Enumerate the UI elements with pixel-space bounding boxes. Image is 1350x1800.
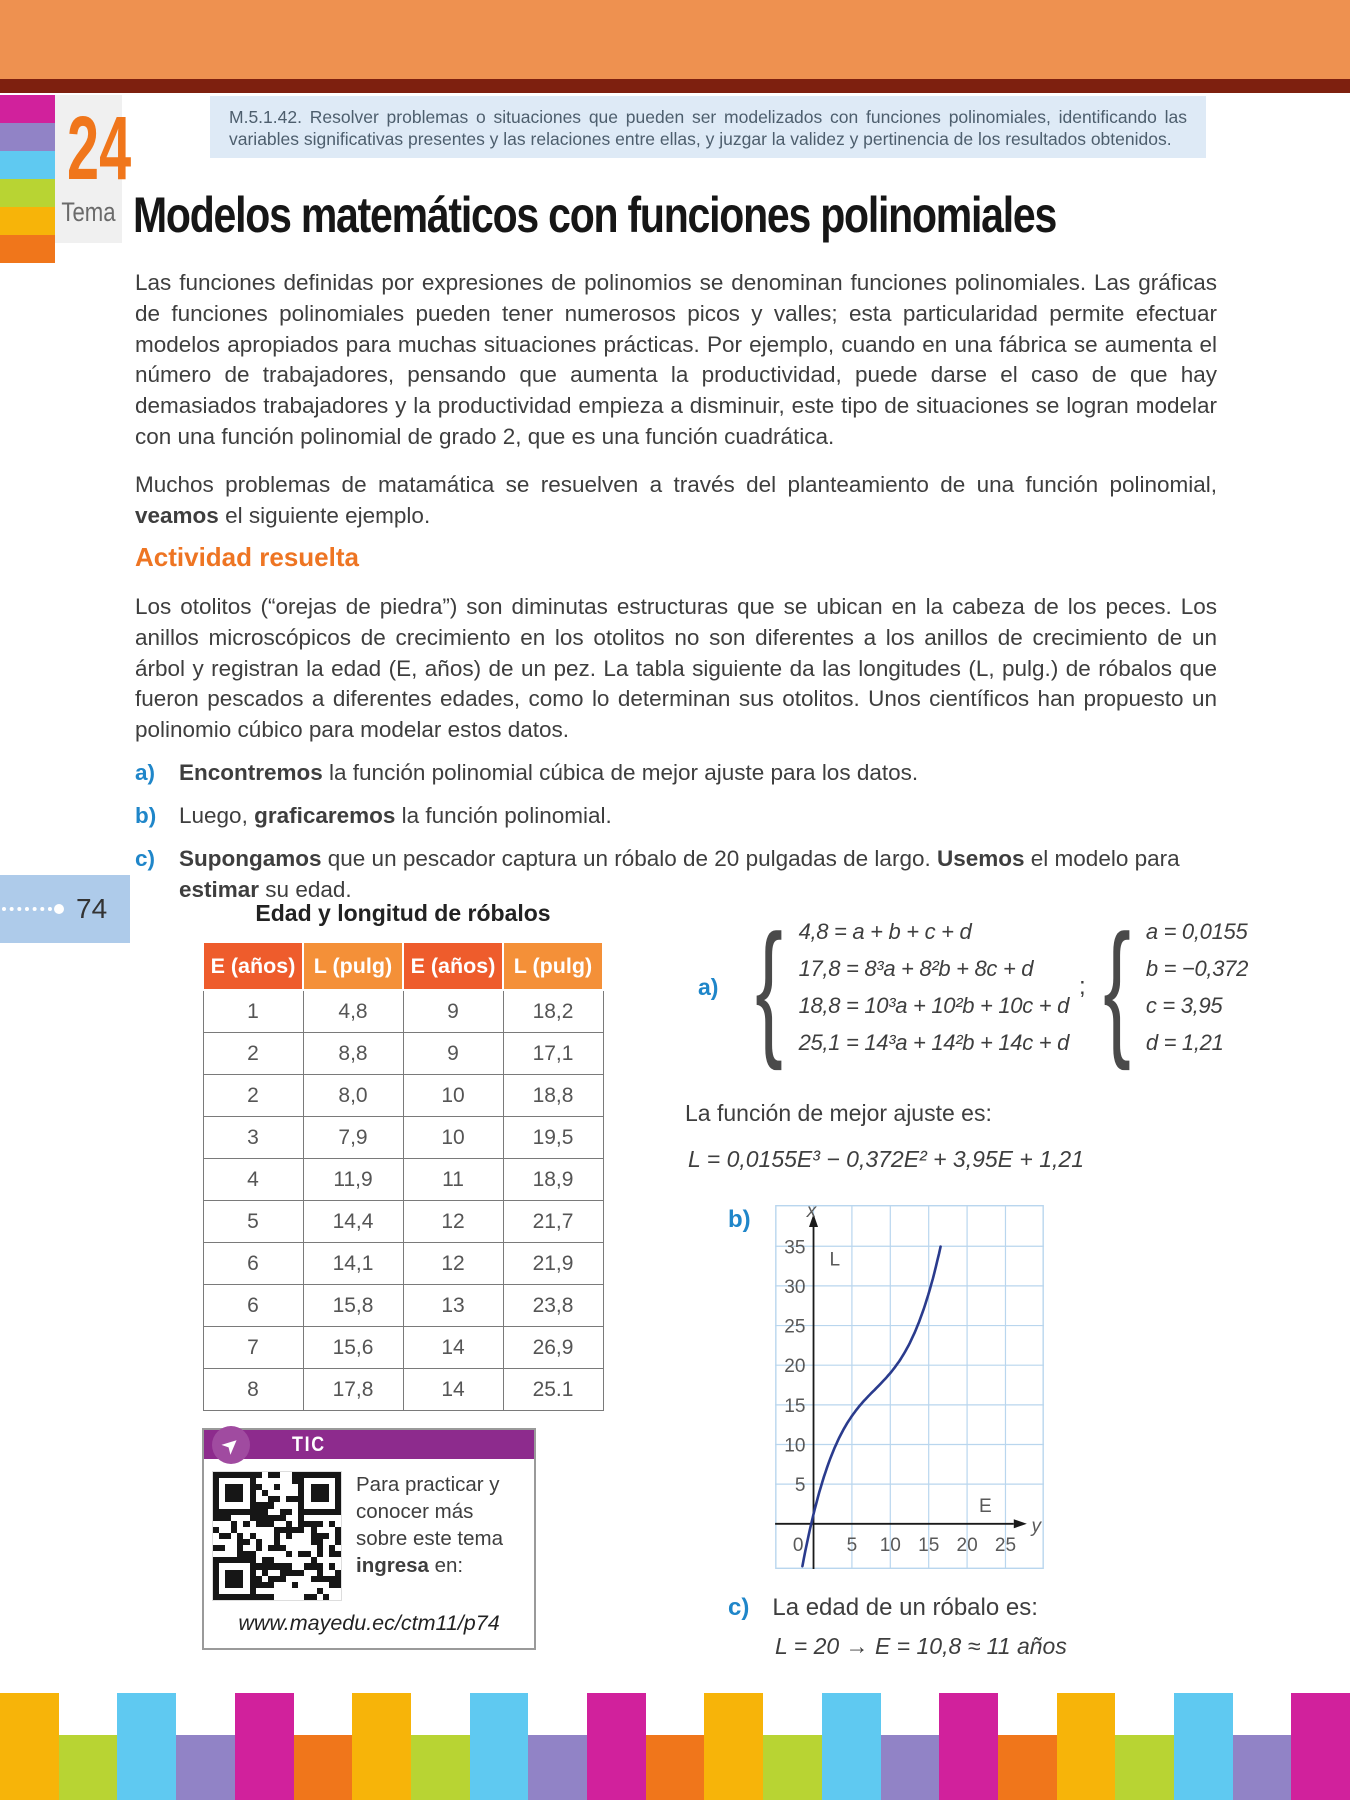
result-line: b = −0,372	[1145, 956, 1249, 981]
activity-heading: Actividad resuelta	[135, 542, 359, 572]
table-cell: 7	[203, 1327, 303, 1369]
color-bar	[646, 1735, 705, 1800]
svg-text:5: 5	[794, 1475, 806, 1497]
left-brace: {	[755, 903, 784, 1071]
table-cell: 25.1	[503, 1369, 603, 1411]
page-number: 74	[76, 893, 108, 924]
tic-icon-circle	[212, 1426, 250, 1464]
coefficient-results	[1146, 913, 1248, 1061]
table-cell: 5	[203, 1201, 303, 1243]
table-cell: 4	[203, 1159, 303, 1201]
equation-line: 18,8 = 10³a + 10²b + 10c + d	[798, 993, 1070, 1018]
table-row	[203, 1369, 603, 1411]
color-bar	[352, 1693, 411, 1800]
tema-label: Tema	[61, 197, 116, 227]
color-bar	[1115, 1735, 1174, 1800]
svg-text:25: 25	[994, 1534, 1017, 1556]
table-row	[203, 1117, 603, 1159]
table-cell: 4,8	[303, 990, 403, 1033]
equation-line: 25,1 = 14³a + 14²b + 14c + d	[798, 1030, 1070, 1055]
solution-b-label: b)	[728, 1206, 751, 1233]
curriculum-standard: M.5.1.42. Resolver problemas o situaciones que pueden ser modelizados con funciones polinomiales, identificando las variables significativas presentes y las relaciones entre ellas, y juzgar la validez y pertinencia de los resultados obtenidos.	[210, 96, 1206, 158]
svg-text:15: 15	[784, 1395, 806, 1417]
tic-header	[204, 1430, 534, 1459]
tic-title: TIC	[292, 1433, 326, 1456]
table-cell: 11,9	[303, 1159, 403, 1201]
result-line: a = 0,0155	[1145, 919, 1248, 944]
color-bar	[881, 1735, 940, 1800]
svg-text:10: 10	[879, 1534, 901, 1556]
svg-text:10: 10	[784, 1435, 806, 1457]
table-cell: 13	[403, 1285, 503, 1327]
cursor-arrow-icon: ➤	[216, 1430, 246, 1460]
table-cell: 7,9	[303, 1117, 403, 1159]
table-row	[203, 1327, 603, 1369]
svg-text:E: E	[979, 1495, 992, 1517]
tic-url-link[interactable]: www.mayedu.ec/ctm11/p74	[238, 1611, 500, 1635]
table-header-cell: L (pulg)	[503, 942, 603, 990]
solution-c-result: L = 20 → E = 10,8 ≈ 11 años	[775, 1633, 1067, 1659]
color-bar	[1057, 1693, 1116, 1800]
color-bar	[822, 1693, 881, 1800]
color-bar	[704, 1693, 763, 1800]
table-cell: 8	[203, 1369, 303, 1411]
color-bar	[59, 1735, 118, 1800]
item-a-text: Encontremos la función polinomial cúbica de mejor ajuste para los datos.	[179, 760, 919, 785]
fish-data-table	[202, 941, 604, 1411]
svg-text:20: 20	[956, 1534, 978, 1556]
color-stripe	[0, 179, 55, 207]
color-bar	[176, 1735, 235, 1800]
left-brace: {	[1102, 903, 1131, 1071]
table-title: Edad y longitud de róbalos	[255, 900, 551, 926]
color-stripe	[0, 123, 55, 151]
table-cell: 9	[403, 990, 503, 1033]
color-bar	[1291, 1693, 1350, 1800]
top-maroon-band	[0, 79, 1350, 93]
color-stripe	[0, 95, 55, 123]
svg-text:30: 30	[784, 1276, 806, 1298]
table-cell: 19,5	[503, 1117, 603, 1159]
color-bar	[1174, 1693, 1233, 1800]
task-item-b	[135, 801, 1217, 832]
table-row	[203, 1159, 603, 1201]
best-fit-graph	[775, 1205, 1044, 1569]
table-row	[203, 1243, 603, 1285]
color-bar	[939, 1693, 998, 1800]
item-c-label: c)	[135, 846, 156, 871]
table-cell: 12	[403, 1201, 503, 1243]
table-cell: 23,8	[503, 1285, 603, 1327]
intro-paragraph-2	[135, 470, 1217, 532]
color-bar	[998, 1735, 1057, 1800]
leader-dot	[54, 904, 64, 914]
solution-c-block	[728, 1594, 1038, 1622]
task-item-a	[135, 758, 1217, 789]
table-cell: 12	[403, 1243, 503, 1285]
table-header-cell: E (años)	[203, 942, 303, 990]
bottom-decorative-stripes	[0, 1693, 1350, 1800]
table-row	[203, 990, 603, 1033]
table-cell: 14	[403, 1369, 503, 1411]
table-cell: 11	[403, 1159, 503, 1201]
equation-line: 4,8 = a + b + c + d	[798, 919, 972, 944]
color-bar	[1233, 1735, 1292, 1800]
svg-text:25: 25	[784, 1316, 806, 1338]
page-number-badge	[0, 875, 130, 943]
graph-container	[775, 1205, 1044, 1574]
svg-text:5: 5	[846, 1534, 858, 1556]
tema-badge	[55, 95, 132, 243]
svg-text:y: y	[1031, 1515, 1042, 1537]
table-cell: 8,8	[303, 1033, 403, 1075]
tic-body	[204, 1459, 534, 1601]
solution-c-text: La edad de un róbalo es:	[772, 1594, 1038, 1621]
data-table-body	[203, 990, 603, 1411]
equation-system	[799, 913, 1069, 1061]
table-cell: 9	[403, 1033, 503, 1075]
activity-description: Los otolitos (“orejas de piedra”) son diminutas estructuras que se ubican en la cabeza de los peces. Los anillos microscópicos de crecimiento en los otolitos no son diferentes a los anillos de crecimiento de un árbol y registran la edad (E, años) de un pez. La tabla siguiente da las longitudes (L, pulg.) de róbalos que fueron pescados a diferentes edades, como lo determinan sus otolitos. Unos científicos han propuesto un polinomio cúbico para modelar estos datos.	[135, 594, 1217, 743]
svg-text:15: 15	[918, 1534, 940, 1556]
color-bar	[411, 1735, 470, 1800]
table-cell: 21,7	[503, 1201, 603, 1243]
tema-color-stripes	[0, 95, 55, 263]
table-row	[203, 1201, 603, 1243]
table-row	[203, 1075, 603, 1117]
color-bar	[528, 1735, 587, 1800]
svg-text:L: L	[829, 1249, 841, 1271]
tic-box	[202, 1428, 536, 1650]
table-cell: 10	[403, 1075, 503, 1117]
color-bar	[294, 1735, 353, 1800]
color-bar	[235, 1693, 294, 1800]
table-cell: 14	[403, 1327, 503, 1369]
tic-text: Para practicar y conocer más sobre este tema ingresa en:	[356, 1473, 503, 1577]
item-c-text: Supongamos que un pescador captura un róbalo de 20 pulgadas de largo. Usemos el modelo para estimar su edad.	[179, 846, 1180, 902]
table-cell: 17,8	[303, 1369, 403, 1411]
table-cell: 14,1	[303, 1243, 403, 1285]
text-run: Muchos problemas de matamática se resuelven a través del planteamiento de una función polinomial,	[135, 472, 1217, 497]
color-bar	[470, 1693, 529, 1800]
svg-text:x: x	[806, 1205, 817, 1223]
item-b-label: b)	[135, 803, 157, 828]
table-cell: 18,2	[503, 990, 603, 1033]
best-fit-intro: La función de mejor ajuste es:	[685, 1100, 992, 1126]
solution-c-label: c)	[728, 1594, 750, 1621]
table-cell: 6	[203, 1243, 303, 1285]
table-header-cell: E (años)	[403, 942, 503, 990]
table-row	[203, 1285, 603, 1327]
result-line: c = 3,95	[1145, 993, 1223, 1018]
table-header-cell: L (pulg)	[303, 942, 403, 990]
svg-text:35: 35	[784, 1237, 806, 1259]
table-cell: 18,8	[503, 1075, 603, 1117]
qr-code	[212, 1471, 342, 1601]
tema-number: 24	[67, 99, 132, 199]
table-header-row	[203, 942, 603, 990]
table-cell: 6	[203, 1285, 303, 1327]
text-run-bold: veamos	[135, 502, 219, 528]
color-stripe	[0, 235, 55, 263]
table-cell: 26,9	[503, 1327, 603, 1369]
table-cell: 14,4	[303, 1201, 403, 1243]
table-row	[203, 1033, 603, 1075]
color-stripe	[0, 207, 55, 235]
table-cell: 3	[203, 1117, 303, 1159]
item-a-label: a)	[135, 760, 156, 785]
table-cell: 8,0	[303, 1075, 403, 1117]
dotted-leader	[2, 907, 52, 911]
color-bar	[763, 1735, 822, 1800]
result-line: d = 1,21	[1145, 1030, 1224, 1055]
task-item-c	[135, 844, 1217, 906]
table-cell: 21,9	[503, 1243, 603, 1285]
equation-line: 17,8 = 8³a + 8²b + 8c + d	[798, 956, 1034, 981]
table-cell: 2	[203, 1075, 303, 1117]
solution-a-label: a)	[698, 973, 719, 1000]
svg-text:0: 0	[792, 1534, 804, 1556]
table-cell: 1	[203, 990, 303, 1033]
page-title: Modelos matemáticos con funciones polinomiales	[133, 187, 1057, 243]
table-cell: 18,9	[503, 1159, 603, 1201]
item-b-text: Luego, graficaremos la función polinomial.	[179, 803, 612, 828]
text-run: el siguiente ejemplo.	[218, 502, 431, 528]
table-cell: 17,1	[503, 1033, 603, 1075]
table-cell: 2	[203, 1033, 303, 1075]
color-bar	[0, 1693, 59, 1800]
color-bar	[587, 1693, 646, 1800]
solution-a-block	[698, 903, 1252, 1071]
best-fit-function: L = 0,0155E³ − 0,372E² + 3,95E + 1,21	[688, 1146, 1084, 1172]
table-cell: 15,8	[303, 1285, 403, 1327]
svg-text:20: 20	[784, 1356, 806, 1378]
table-cell: 15,6	[303, 1327, 403, 1369]
intro-paragraph-1: Las funciones definidas por expresiones de polinomios se denominan funciones polinomiales. Las gráficas de funciones polinomiales pueden tener numerosos picos y valles; esta particularidad permite efectuar modelos apropiados para muchas situaciones prácticas. Por ejemplo, cuando en una fábrica se aumenta el número de trabajadores, pensando que aumenta la productividad, puede darse el caso de que hay demasiados trabajadores y la productividad empieza a disminuir, este tipo de situaciones se logran modelar con una función polinomial de grado 2, que es una función cuadrática.	[135, 270, 1217, 449]
color-bar	[117, 1693, 176, 1800]
top-orange-band	[0, 0, 1350, 79]
color-stripe	[0, 151, 55, 179]
table-cell: 10	[403, 1117, 503, 1159]
system-separator: ;	[1079, 973, 1086, 1000]
